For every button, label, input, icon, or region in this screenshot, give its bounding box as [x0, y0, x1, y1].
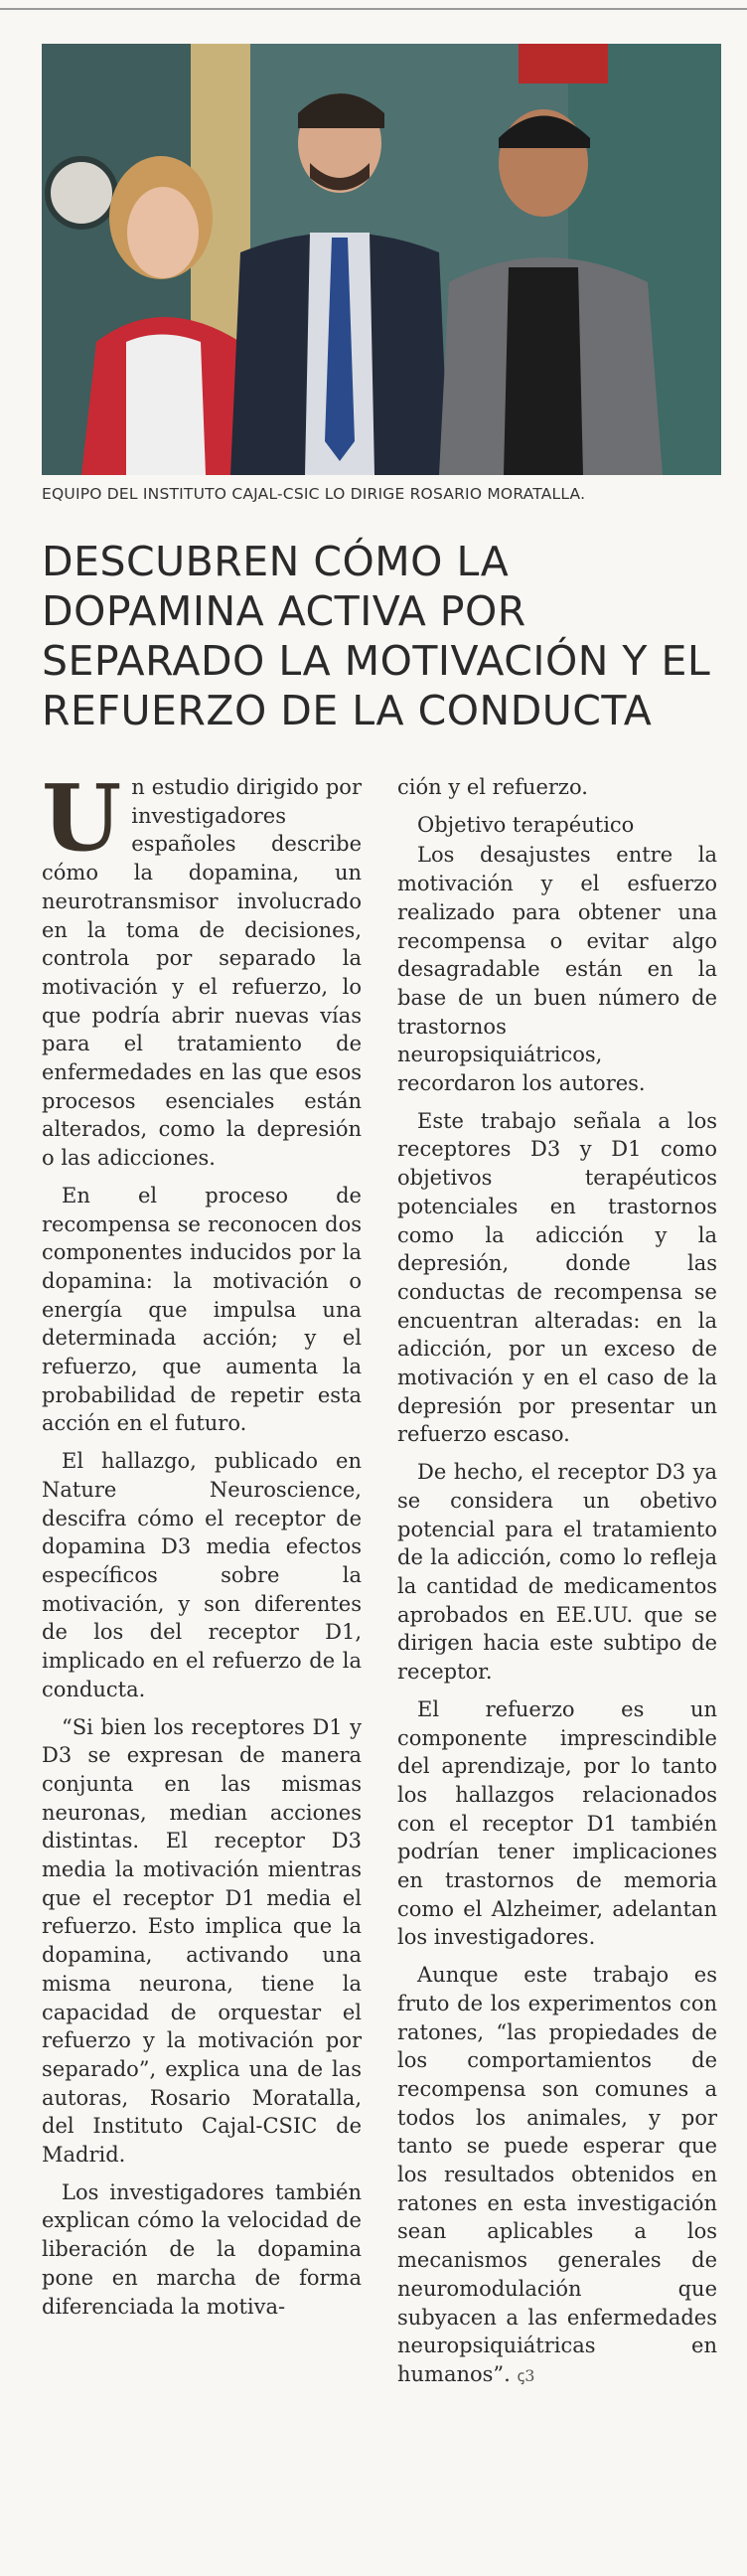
- section-subhead: Objetivo terapéutico: [417, 812, 635, 837]
- top-rule: [0, 8, 747, 10]
- end-mark-icon: ꞔ3: [517, 2365, 535, 2385]
- article-paragraph: En el proceso de recompensa se reconocen dos componentes inducidos por la dopamina: la motivación o energía que impulsa una determinada acción; y el refuerzo, que aumenta la probabilidad de repetir esta acción en el futuro.: [42, 1183, 362, 1436]
- article-paragraph: Un estudio dirigido por investigadores españoles describe cómo la dopamina, un neurotransmisor involucrado en la toma de decisiones, controla por separado la motivación y el refuerzo, lo que podría abrir nuevas vías para el tratamiento de enfermedades en las que esos procesos esenciales están alterados, como la depresión o las adicciones.: [42, 764, 362, 1171]
- photo-caption: EQUIPO DEL INSTITUTO CAJAL-CSIC LO DIRIGE ROSARIO MORATALLA.: [42, 485, 586, 503]
- article-paragraph: El hallazgo, publicado en Nature Neuroscience, descifra cómo el receptor de dopamina D3 media efectos específicos sobre la motivación, y son diferentes de los del receptor D1, implicado en el refuerzo de la conducta.: [42, 1449, 362, 1701]
- article-paragraph: ción y el refuerzo.: [397, 775, 588, 799]
- headline: DESCUBREN CÓMO LA DOPAMINA ACTIVA POR SEPARADO LA MOTIVACIÓN Y EL REFUERZO DE LA CONDUCTA: [42, 538, 711, 734]
- article-column-right: [397, 773, 717, 2400]
- article-paragraph: Este trabajo señala a los receptores D3 y D1 como objetivos terapéuticos potenciales en trastornos como la adicción y la depresión, donde las conductas de recompensa se encuentran alteradas: en la adicción, por un exceso de motivación y en el caso de la depresión por presentar un refuerzo escaso.: [397, 1108, 717, 1447]
- article-paragraph: Los desajustes entre la motivación y el esfuerzo realizado para obtener una recompensa o evitar algo desagradable están en la base de un buen número de trastornos neuropsiquiátricos, recordaron los autores.: [397, 843, 717, 1096]
- article-column-left: [42, 764, 362, 2330]
- article-paragraph: El refuerzo es un componente imprescindible del aprendizaje, por lo tanto los hallazgos relacionados con el receptor D1 también podrían tener implicaciones en trastornos de memoria como el Alzheimer, adelantan los investigadores.: [397, 1696, 717, 1950]
- article-photo: [42, 44, 721, 475]
- article-paragraph: “Si bien los receptores D1 y D3 se expresan de manera conjunta en las mismas neuronas, median acciones distintas. El receptor D3 media la motivación mientras que el receptor D1 media el refuerzo. Esto implica que la dopamina, activando una misma neurona, tiene la capacidad de orquestar el refuerzo y la motivación por separado”, explica una de las autoras, Rosario Moratalla, del Instituto Cajal-CSIC de Madrid.: [42, 1714, 362, 2168]
- article-paragraph: Los investigadores también explican cómo la velocidad de liberación de la dopamina pone en marcha de forma diferenciada la motiva-: [42, 2179, 362, 2319]
- drop-cap: U: [42, 764, 122, 872]
- article-paragraph: Aunque este trabajo es fruto de los experimentos con ratones, “las propiedades de los comportamientos de recompensa son comunes a todos los animales, y por tanto se puede esperar que los resultados obtenidos en ratones en esta investigación sean aplicables a los mecanismos generales de neuromodulación que subyacen a las enfermedades neuropsiquiátricas en humanos”. ꞔ3: [397, 1963, 717, 2386]
- article-paragraph: De hecho, el receptor D3 ya se considera un obetivo potencial para el tratamiento de la adicción, como lo refleja la cantidad de medicamentos aprobados en EE.UU. que se dirigen hacia este subtipo de receptor.: [397, 1460, 717, 1685]
